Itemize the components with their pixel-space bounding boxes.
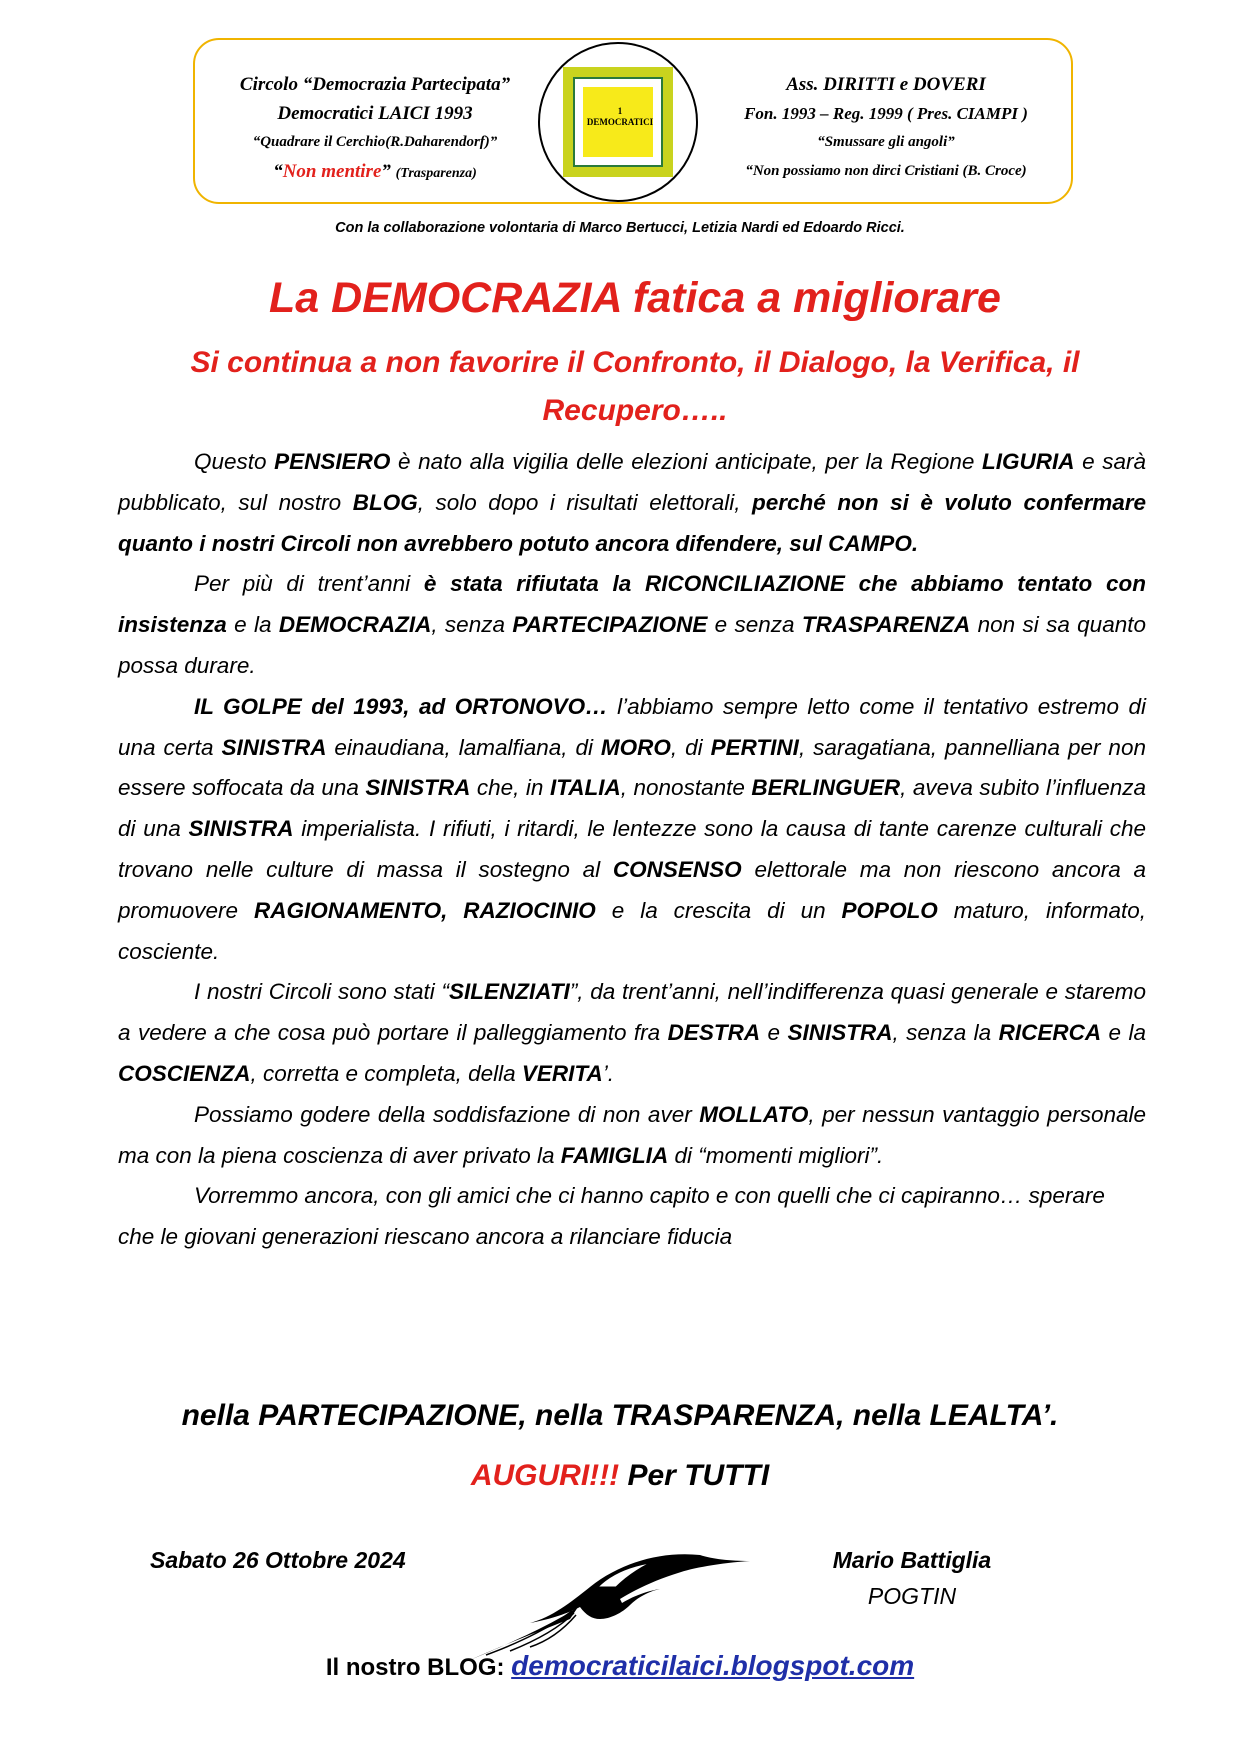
blog-label: Il nostro BLOG: xyxy=(325,1654,505,1681)
auguri-line xyxy=(0,1459,1240,1493)
header-banner xyxy=(193,38,1073,204)
header-left-line2: Democratici LAICI 1993 xyxy=(277,103,473,124)
auguri-red: AUGURI!!! xyxy=(470,1459,620,1492)
paragraph-4: I nostri Circoli sono stati “SILENZIATI”, da trent’anni, nell’indifferenza quasi generale e staremo a vedere a che cosa può portare il palleggiamento fra DESTRA e SINISTRA, senza la RICERCA e la COSCIENZA, corretta e completa, della VERITA’. xyxy=(118,979,1147,1086)
page-subtitle: Si continua a non favorire il Confronto, il Dialogo, la Verifica, il Recupero….. xyxy=(190,346,1080,427)
collaboration-note: Con la collaborazione volontaria di Marco Bertucci, Letizia Nardi ed Edoardo Ricci. xyxy=(335,220,905,236)
paragraph-2: Per più di trent’anni è stata rifiutata la RICONCILIAZIONE che abbiamo tentato con insistenza e la DEMOCRAZIA, senza PARTECIPAZIONE e senza TRASPARENZA non si sa quanto possa durare. xyxy=(118,571,1146,678)
blog-link[interactable]: democraticilaici.blogspot.com xyxy=(511,1650,915,1681)
header-left-line3: “Quadrare il Cerchio(R.Daharendorf)” xyxy=(252,134,498,150)
paragraph-1: Questo PENSIERO è nato alla vigilia delle elezioni anticipate, per la Regione LIGURIA e sarà pubblicato, sul nostro BLOG, solo dopo i risultati elettorali, perché non si è voluto confermare quanto i nostri Circoli non avrebbero potuto ancora difendere, sul CAMPO. xyxy=(118,449,1147,556)
header-right-line2: Fon. 1993 – Reg. 1999 ( Pres. CIAMPI ) xyxy=(744,104,1028,123)
signature-org: POGTIN xyxy=(867,1583,957,1609)
document-date: Sabato 26 Ottobre 2024 xyxy=(150,1547,406,1573)
header-left-line4 xyxy=(205,157,545,188)
trasparenza-text: (Trasparenza) xyxy=(395,166,477,181)
page-title: La DEMOCRAZIA fatica a migliorare xyxy=(269,274,1001,322)
paragraph-3: IL GOLPE del 1993, ad ORTONOVO… l’abbiamo sempre letto come il tentativo estremo di una certa SINISTRA einaudiana, lamalfiana, di MORO, di PERTINI, saragatiana, pannelliana per non essere soffocata da una SINISTRA che, in ITALIA, nonostante BERLINGUER, aveva subito l’influenza di una SINISTRA imperialista. I rifiuti, i ritardi, le lentezze sono la causa di tante carenze culturali che trovano nelle culture di massa il sostegno al CONSENSO elettorale ma non riescono ancora a promuovere RAGIONAMENTO, RAZIOCINIO e la crescita di un POPOLO maturo, informato, cosciente. xyxy=(118,693,1147,964)
header-left-line1: Circolo “Democrazia Partecipata” xyxy=(239,74,511,95)
header-right-line3: “Smussare gli angoli” xyxy=(817,134,955,150)
header-left-block xyxy=(205,70,545,188)
paragraph-5: Possiamo godere della soddisfazione di non aver MOLLATO, per nessun vantaggio personale ma con la piena coscienza di aver privato la FAMIGLIA di “momenti migliori”. xyxy=(118,1101,1147,1168)
auguri-black: Per TUTTI xyxy=(627,1459,770,1492)
non-mentire-text: Non mentire xyxy=(282,161,382,182)
quote-close: ” xyxy=(381,161,391,182)
header-right-line4: “Non possiamo non dirci Cristiani (B. Croce) xyxy=(745,163,1027,179)
paragraph-6: Vorremmo ancora, con gli amici che ci hanno capito e con quelli che ci capiranno… sperare che le giovani generazioni riescano ancora a rilanciare fiducia xyxy=(118,1183,1105,1250)
header-right-block xyxy=(711,70,1061,182)
body-text xyxy=(118,442,1146,1258)
seagull-logo xyxy=(460,1535,790,1665)
header-right-line1: Ass. DIRITTI e DOVERI xyxy=(786,74,986,95)
closing-line: nella PARTECIPAZIONE, nella TRASPARENZA, nella LEALTA’. xyxy=(181,1399,1059,1432)
emblem-label: 1 DEMOCRATICI xyxy=(586,106,654,127)
blog-line xyxy=(0,1650,1240,1682)
democratici-emblem-logo xyxy=(538,42,698,202)
quote-open: “ xyxy=(273,161,283,182)
signature-name: Mario Battiglia xyxy=(832,1547,992,1573)
